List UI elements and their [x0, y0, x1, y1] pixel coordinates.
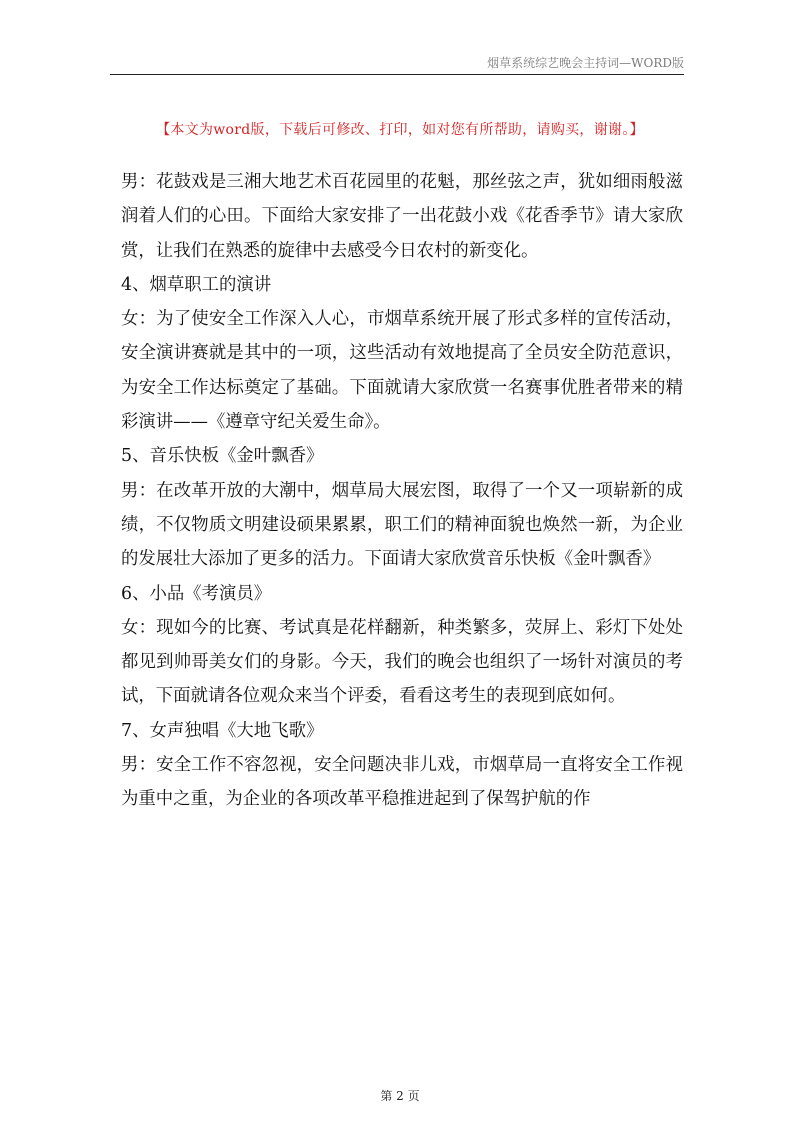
section-heading-6: 6、小品《考演员》 [121, 583, 272, 604]
section-heading-7: 7、女声独唱《大地飞歌》 [121, 720, 324, 741]
purchase-notice: 【本文为word版，下载后可修改、打印，如对您有所帮助，请购买，谢谢。】 [156, 122, 644, 138]
page-header [110, 52, 684, 75]
paragraph-speech-intro: 女：为了使安全工作深入人心，市烟草系统开展了形式多样的宣传活动，安全演讲赛就是其中的一项，这些活动有效地提高了全员安全防范意识，为安全工作达标奠定了基础。下面就请大家欣赏一名赛事优胜者带来的精彩演讲——《遵章守纪关爱生命》。 [121, 309, 683, 433]
paragraph-kuaiban-intro: 男：在改革开放的大潮中，烟草局大展宏图，取得了一个又一项崭新的成绩，不仅物质文明建设硕果累累，职工们的精神面貌也焕然一新，为企业的发展壮大添加了更多的活力。下面请大家欣赏音乐快板《金叶飘香》 [121, 480, 683, 570]
section-heading-4: 4、烟草职工的演讲 [121, 274, 272, 295]
header-title: 烟草系统综艺晚会主持词—WORD版 [487, 56, 684, 70]
section-heading-5: 5、音乐快板《金叶飘香》 [121, 446, 324, 467]
paragraph-huagu-intro: 男：花鼓戏是三湘大地艺术百花园里的花魁，那丝弦之声，犹如细雨般滋润着人们的心田。下面给大家安排了一出花鼓小戏《花香季节》请大家欣赏，让我们在熟悉的旋律中去感受今日农村的新变化。 [121, 172, 683, 261]
page-number: 第 2 页 [380, 1089, 420, 1103]
paragraph-sketch-intro: 女：现如今的比赛、考试真是花样翻新，种类繁多，荧屏上、彩灯下处处都见到帅哥美女们的身影。今天，我们的晚会也组织了一场针对演员的考试，下面就请各位观众来当个评委，看看这考生的表现到底如何。 [121, 617, 683, 707]
paragraph-solo-intro: 男：安全工作不容忽视，安全问题决非儿戏，市烟草局一直将安全工作视为重中之重，为企业的各项改革平稳推进起到了保驾护航的作 [121, 755, 683, 810]
document-body [121, 165, 683, 817]
